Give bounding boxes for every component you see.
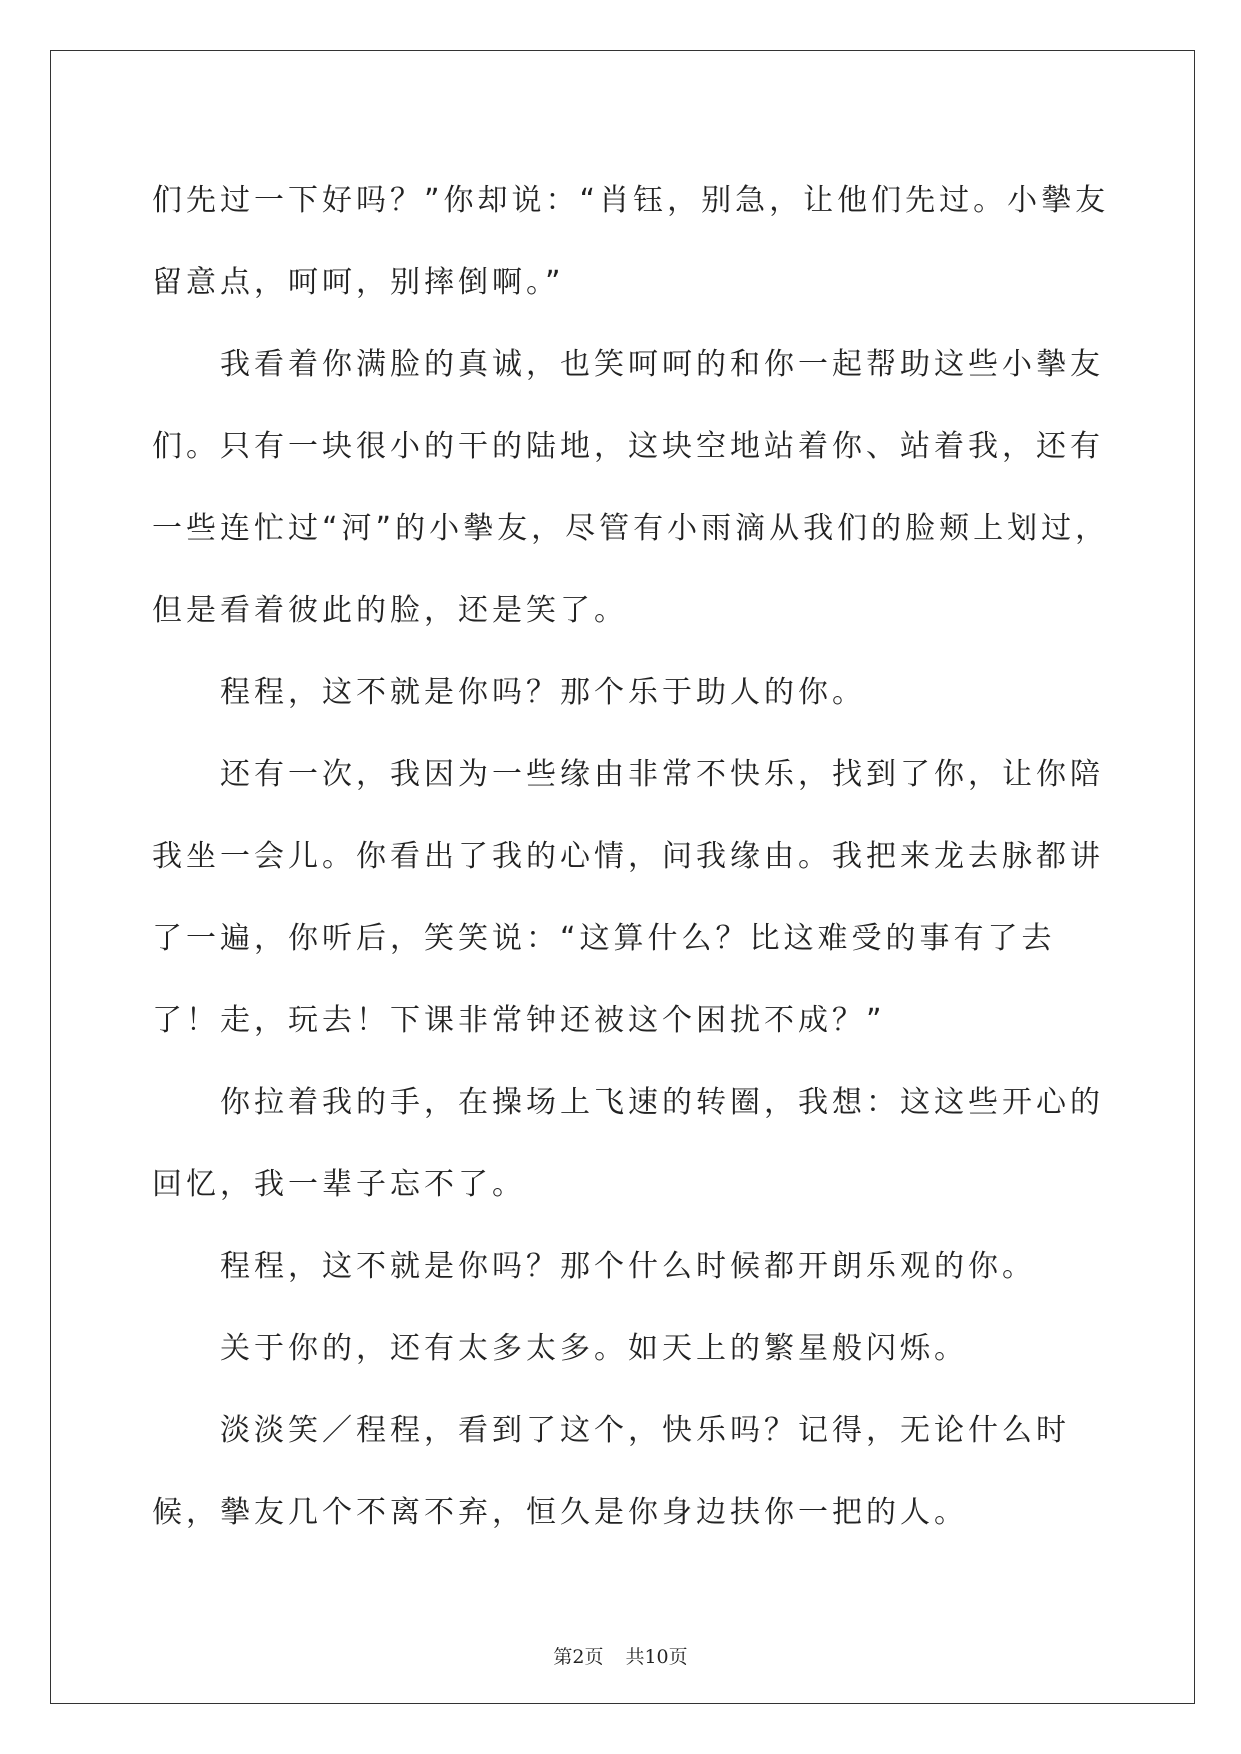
page-number-current: 第2页: [553, 1646, 604, 1668]
page-number-total: 共10页: [625, 1646, 688, 1668]
paragraph-2: 我看着你满脸的真诚，也笑呵呵的和你一起帮助这些小摰友们。只有一块很小的干的陆地，这块空地站着你、站着我，还有一些连忙过“河”的小摰友，尽管有小雨滴从我们的脸颊上划过，但是看着彼此的脸，还是笑了。: [152, 347, 1110, 628]
paragraph-1: 们先过一下好吗？”你却说：“肖钰，别急，让他们先过。小摰友留意点，呵呵，别摔倒啊。”: [152, 183, 1110, 300]
paragraph-6: 程程，这不就是你吗？那个什么时候都开朗乐观的你。: [220, 1249, 1036, 1284]
paragraph-8: 淡淡笑／程程，看到了这个，快乐吗？记得，无论什么时候，摰友几个不离不弃，恒久是你身边扶你一把的人。: [152, 1413, 1070, 1530]
paragraph-7: 关于你的，还有太多太多。如天上的繁星般闪烁。: [220, 1331, 968, 1366]
paragraph-4: 还有一次，我因为一些缘由非常不快乐，找到了你，让你陪我坐一会儿。你看出了我的心情，问我缘由。我把来龙去脉都讲了一遍，你听后，笑笑说：“这算什么？比这难受的事有了去了！走，玩去！下课非常钟还被这个困扰不成？”: [152, 757, 1104, 1038]
paragraph-3: 程程，这不就是你吗？那个乐于助人的你。: [220, 675, 866, 710]
paragraph-5: 你拉着我的手，在操场上飞速的转圈，我想：这这些开心的回忆，我一辈子忘不了。: [152, 1085, 1104, 1202]
page-footer: [0, 1642, 1241, 1669]
document-body: [152, 160, 1112, 1554]
